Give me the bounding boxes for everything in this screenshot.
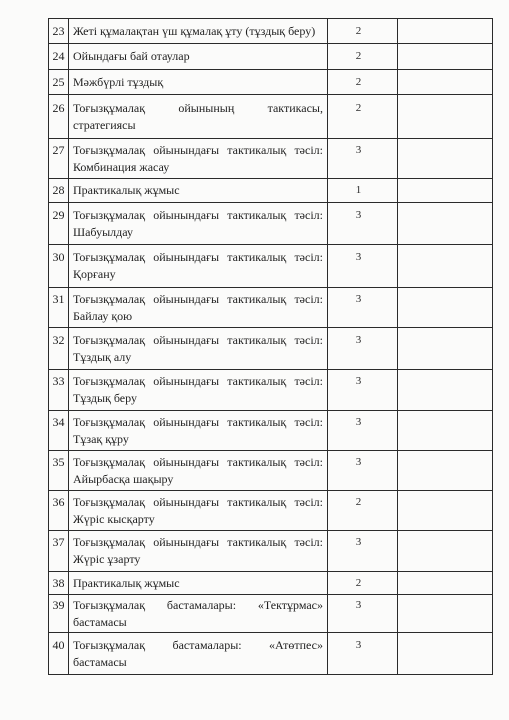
table-row bbox=[49, 70, 492, 95]
row-number: 23 bbox=[49, 19, 69, 43]
topic-line: Қорғану bbox=[73, 267, 116, 281]
row-number: 35 bbox=[49, 451, 69, 490]
topic-line: Тоғызқұмалақ ойынындағы тактикалық тәсіл: bbox=[73, 291, 323, 306]
topic-line: Тоғызқұмалақ бастамалары: «Тектұрмас» bbox=[73, 597, 323, 612]
topic-line: Тоғызқұмалақ ойынындағы тактикалық тәсіл: bbox=[73, 414, 323, 429]
hours-cell: 3 bbox=[328, 245, 398, 287]
table-row bbox=[49, 595, 492, 633]
topic-cell bbox=[69, 411, 328, 450]
topic-line: бастамасы bbox=[73, 654, 127, 669]
row-number: 25 bbox=[49, 70, 69, 94]
topic-line: Комбинация жасау bbox=[73, 159, 170, 174]
table-row bbox=[49, 203, 492, 245]
topic-cell bbox=[69, 370, 328, 410]
row-number: 40 bbox=[49, 633, 69, 674]
topic-line: Жүріс кысқарту bbox=[73, 511, 155, 526]
hours-cell: 2 bbox=[328, 95, 398, 138]
blank-cell bbox=[398, 633, 492, 674]
blank-cell bbox=[398, 44, 492, 69]
topic-line: Жүріс ұзарту bbox=[73, 552, 141, 566]
topic-line: Тоғызқұмалақ ойынындағы тактикалық тәсіл: bbox=[73, 207, 323, 222]
topic-line: Практикалық жұмыс bbox=[73, 575, 180, 590]
topic-line: Тоғызқұмалақ ойынының тактикасы, bbox=[73, 100, 323, 115]
hours-cell: 2 bbox=[328, 491, 398, 530]
hours-cell: 3 bbox=[328, 595, 398, 632]
topic-cell bbox=[69, 633, 328, 674]
row-number: 37 bbox=[49, 531, 69, 571]
blank-cell bbox=[398, 451, 492, 490]
table-row bbox=[49, 451, 492, 491]
topic-line: Тоғызқұмалақ ойынындағы тактикалық тәсіл: bbox=[73, 332, 323, 347]
hours-cell: 3 bbox=[328, 370, 398, 410]
hours-cell: 3 bbox=[328, 411, 398, 450]
topic-cell bbox=[69, 19, 328, 43]
topic-line: Тоғызқұмалақ бастамалары: «Атөтпес» bbox=[73, 637, 323, 652]
row-number: 33 bbox=[49, 370, 69, 410]
hours-cell: 3 bbox=[328, 328, 398, 369]
blank-cell bbox=[398, 491, 492, 530]
table-row bbox=[49, 491, 492, 531]
topic-cell bbox=[69, 95, 328, 138]
blank-cell bbox=[398, 288, 492, 327]
hours-cell: 2 bbox=[328, 44, 398, 69]
topic-cell bbox=[69, 491, 328, 530]
topic-cell bbox=[69, 245, 328, 287]
topic-line: Ойындағы бай отаулар bbox=[73, 49, 190, 63]
topic-line: Айырбасқа шақыру bbox=[73, 471, 174, 486]
topic-cell bbox=[69, 595, 328, 632]
row-number: 31 bbox=[49, 288, 69, 327]
topic-cell bbox=[69, 328, 328, 369]
table-row bbox=[49, 44, 492, 70]
blank-cell bbox=[398, 531, 492, 571]
blank-cell bbox=[398, 328, 492, 369]
topic-cell bbox=[69, 572, 328, 594]
topic-line: Тоғызқұмалақ ойынындағы тактикалық тәсіл: bbox=[73, 535, 323, 549]
topic-line: Тұздық алу bbox=[73, 349, 132, 364]
topic-line: стратегиясы bbox=[73, 117, 136, 132]
hours-cell: 2 bbox=[328, 19, 398, 43]
table-row bbox=[49, 19, 492, 44]
blank-cell bbox=[398, 203, 492, 244]
table-row bbox=[49, 328, 492, 370]
topic-line: Мәжбүрлі тұздық bbox=[73, 74, 164, 89]
topic-cell bbox=[69, 531, 328, 571]
row-number: 36 bbox=[49, 491, 69, 530]
table-row bbox=[49, 531, 492, 572]
table-row bbox=[49, 370, 492, 411]
hours-cell: 3 bbox=[328, 203, 398, 244]
row-number: 28 bbox=[49, 179, 69, 202]
blank-cell bbox=[398, 95, 492, 138]
row-number: 27 bbox=[49, 139, 69, 178]
topic-cell bbox=[69, 179, 328, 202]
row-number: 26 bbox=[49, 95, 69, 138]
blank-cell bbox=[398, 19, 492, 43]
hours-cell: 3 bbox=[328, 531, 398, 571]
topic-line: Тоғызқұмалақ ойынындағы тактикалық тәсіл: bbox=[73, 374, 323, 388]
row-number: 29 bbox=[49, 203, 69, 244]
topic-cell bbox=[69, 288, 328, 327]
topic-line: Тоғызқұмалақ ойынындағы тактикалық тәсіл: bbox=[73, 250, 323, 264]
row-number: 34 bbox=[49, 411, 69, 450]
hours-cell: 3 bbox=[328, 288, 398, 327]
topic-cell bbox=[69, 44, 328, 69]
topic-line: Тоғызқұмалақ ойынындағы тактикалық тәсіл: bbox=[73, 494, 323, 509]
table-row bbox=[49, 179, 492, 203]
blank-cell bbox=[398, 139, 492, 178]
topic-line: Тұздық беру bbox=[73, 391, 137, 405]
table-row bbox=[49, 288, 492, 328]
table-row bbox=[49, 245, 492, 288]
hours-cell: 3 bbox=[328, 633, 398, 674]
schedule-table bbox=[48, 18, 493, 675]
row-number: 32 bbox=[49, 328, 69, 369]
topic-line: бастамасы bbox=[73, 614, 127, 629]
blank-cell bbox=[398, 572, 492, 594]
row-number: 30 bbox=[49, 245, 69, 287]
table-row bbox=[49, 411, 492, 451]
blank-cell bbox=[398, 245, 492, 287]
hours-cell: 3 bbox=[328, 451, 398, 490]
hours-cell: 1 bbox=[328, 179, 398, 202]
row-number: 24 bbox=[49, 44, 69, 69]
hours-cell: 2 bbox=[328, 572, 398, 594]
topic-cell bbox=[69, 139, 328, 178]
topic-line: Тоғызқұмалақ ойынындағы тактикалық тәсіл: bbox=[73, 142, 323, 157]
table-row bbox=[49, 633, 492, 675]
row-number: 38 bbox=[49, 572, 69, 594]
topic-line: Байлау қою bbox=[73, 308, 133, 323]
topic-cell bbox=[69, 70, 328, 94]
topic-line: Тұзақ құру bbox=[73, 431, 129, 446]
table-row bbox=[49, 139, 492, 179]
hours-cell: 3 bbox=[328, 139, 398, 178]
topic-cell bbox=[69, 451, 328, 490]
blank-cell bbox=[398, 411, 492, 450]
blank-cell bbox=[398, 70, 492, 94]
blank-cell bbox=[398, 370, 492, 410]
topic-line: Практикалық жұмыс bbox=[73, 183, 180, 197]
blank-cell bbox=[398, 179, 492, 202]
topic-line: Жеті құмалақтан үш құмалақ ұту (тұздық беру) bbox=[73, 23, 316, 38]
table-row bbox=[49, 95, 492, 139]
blank-cell bbox=[398, 595, 492, 632]
table-row bbox=[49, 572, 492, 595]
topic-line: Тоғызқұмалақ ойынындағы тактикалық тәсіл: bbox=[73, 454, 323, 469]
hours-cell: 2 bbox=[328, 70, 398, 94]
row-number: 39 bbox=[49, 595, 69, 632]
topic-line: Шабуылдау bbox=[73, 224, 133, 239]
topic-cell bbox=[69, 203, 328, 244]
